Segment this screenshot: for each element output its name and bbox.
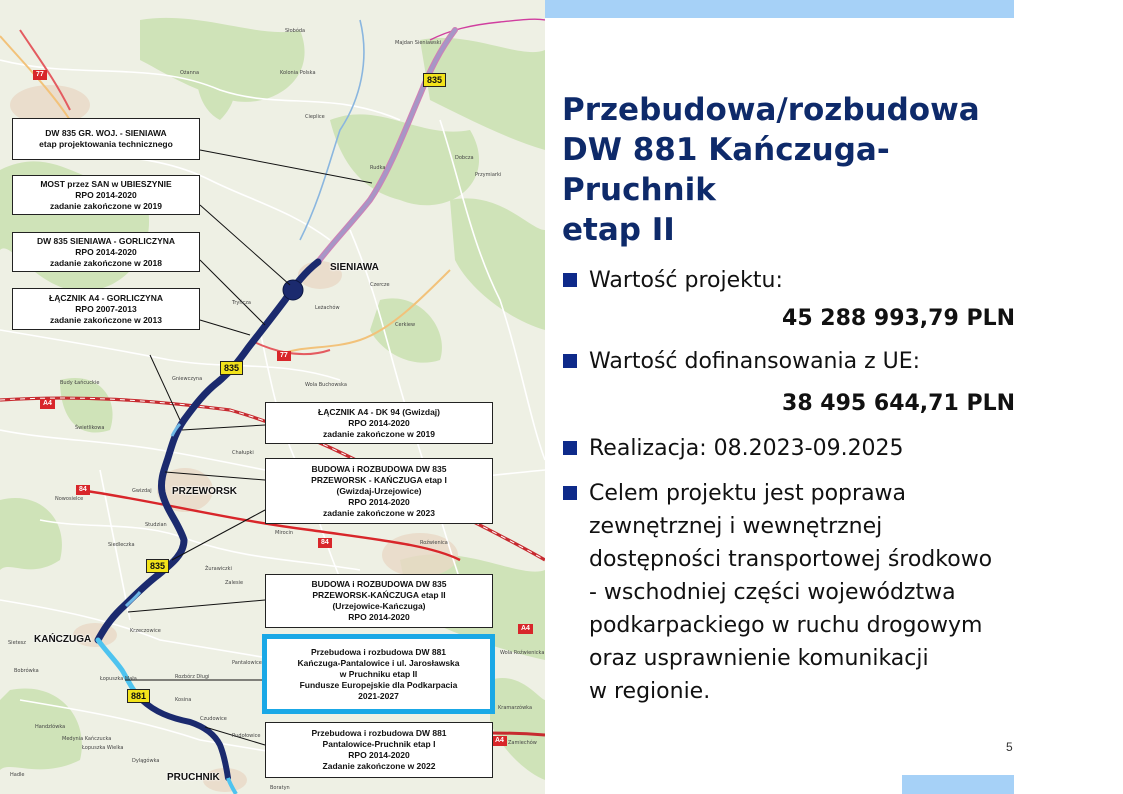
callout-line: PRZEWORSK-KAŃCZUGA etap II <box>312 590 446 600</box>
city-label-sieniawa: SIENIAWA <box>330 262 379 273</box>
road-shield-a4: A4 <box>492 736 507 746</box>
callout-line: RPO 2014-2020 <box>348 496 410 507</box>
town-label: Ożanna <box>180 70 200 76</box>
town-label: Wola Roźwienicka <box>500 650 545 656</box>
callout-line: MOST przez SAN w UBIESZYNIE <box>40 178 172 189</box>
road-shield-84: 84 <box>318 538 332 548</box>
town-label: Przymiarki <box>475 172 502 178</box>
town-label: Kramarzówka <box>498 705 533 711</box>
town-label: Kolonia Polska <box>280 70 316 76</box>
callout-line: RPO 2014-2020 <box>75 246 137 257</box>
town-label: Bobrówka <box>14 668 39 674</box>
town-label: Majdan Sieniawski <box>395 40 442 46</box>
goal-line: w regionie. <box>589 679 711 704</box>
callout-line: RPO 2014-2020 <box>348 750 410 760</box>
bullet-text: Wartość projektu: <box>589 268 783 293</box>
town-label: Handzlówka <box>35 724 66 730</box>
town-label: Czudowice <box>200 716 227 722</box>
callout-dw881-etap-2-highlighted <box>262 634 495 714</box>
callout-line: zadanie zakończone w 2013 <box>50 314 162 325</box>
city-label-przeworsk: PRZEWORSK <box>172 486 237 497</box>
town-label: Czercze <box>370 282 390 288</box>
callout-line: (Gwizdaj-Urzejowice) <box>336 485 422 496</box>
bullet-realization <box>562 432 1017 465</box>
road-shield-835: 835 <box>220 361 243 375</box>
goal-line: oraz usprawnienie komunikacji <box>589 646 929 671</box>
road-shield-a4: A4 <box>40 399 55 409</box>
slide-title <box>562 90 1017 250</box>
title-line: DW 881 Kańczuga-Pruchnik <box>562 132 890 208</box>
callout-line: DW 835 GR. WOJ. - SIENIAWA <box>45 128 167 138</box>
town-label: Hadle <box>10 772 25 778</box>
eu-funding-amount: 38 495 644,71 PLN <box>782 391 1015 416</box>
bullet-project-goal <box>562 477 1017 708</box>
callout-line: DW 835 SIENIAWA - GORLICZYNA <box>36 235 176 246</box>
callout-line: Fundusze Europejskie dla Podkarpacia <box>299 679 458 690</box>
callout-lacznik-a4-dk94 <box>265 402 493 444</box>
road-shield-835: 835 <box>146 559 169 573</box>
town-label: Studzian <box>145 522 167 528</box>
town-label: Medynia Kańczucka <box>62 736 112 742</box>
town-label: Siedleczka <box>108 542 135 548</box>
town-label: Rozbórz Długi <box>175 674 210 680</box>
callout-dw835-sieniawa-gorliczyna <box>12 232 200 272</box>
road-map <box>0 0 545 794</box>
callout-dw835-etap-1 <box>265 458 493 524</box>
callout-bridge-ubieszyn <box>12 175 200 215</box>
goal-line: - wschodniej części województwa <box>589 580 956 605</box>
callout-line: etap projektowania technicznego <box>39 139 173 149</box>
callout-line: (Urzejowice-Kańczuga) <box>332 601 426 611</box>
callout-line: RPO 2014-2020 <box>75 189 137 200</box>
goal-line: podkarpackiego w ruchu drogowym <box>589 613 983 638</box>
callout-line: BUDOWA i ROZBUDOWA DW 835 <box>311 579 447 589</box>
road-shield-77: 77 <box>277 351 291 361</box>
callout-line: Zadanie zakończone w 2022 <box>322 761 436 771</box>
callout-line: zadanie zakończone w 2019 <box>50 200 162 211</box>
callout-dw835-sieniawa-design <box>12 118 200 160</box>
callout-line: RPO 2014-2020 <box>348 612 410 622</box>
callout-line: Przebudowa i rozbudowa DW 881 <box>311 728 447 738</box>
town-label: Słobóda <box>285 28 306 34</box>
title-line: Przebudowa/rozbudowa <box>562 92 980 128</box>
bullet-square-icon <box>563 273 577 287</box>
callout-line: BUDOWA i ROZBUDOWA DW 835 <box>311 463 447 474</box>
bullet-project-value <box>562 264 1017 297</box>
callout-line: PRZEWORSK - KAŃCZUGA etap I <box>311 474 447 485</box>
town-label: Boratyn <box>270 785 290 791</box>
road-shield-77: 77 <box>33 70 47 80</box>
callout-line: zadanie zakończone w 2019 <box>323 428 435 439</box>
bullet-text: Wartość dofinansowania z UE: <box>589 349 921 374</box>
callout-dw835-etap-2 <box>265 574 493 628</box>
bullet-text: Realizacja: 08.2023-09.2025 <box>589 436 904 461</box>
town-label: Sietesz <box>8 640 26 646</box>
callout-line: Kańczuga-Pantalowice i ul. Jarosławska <box>297 657 460 668</box>
town-label: Leżachów <box>315 305 340 311</box>
goal-line: zewnętrznej i wewnętrznej <box>589 514 883 539</box>
title-line: etap II <box>562 212 675 248</box>
town-label: Dobcza <box>455 155 474 161</box>
road-shield-881: 881 <box>127 689 150 703</box>
page-number: 5 <box>1006 740 1013 754</box>
goal-line: dostępności transportowej środkowo <box>589 547 993 572</box>
callout-line: ŁĄCZNIK A4 - GORLICZYNA <box>49 292 163 303</box>
callout-line: w Pruchniku etap II <box>339 668 418 679</box>
callout-line: RPO 2007-2013 <box>75 303 137 314</box>
bullet-square-icon <box>563 441 577 455</box>
town-label: Zamiechów <box>508 740 537 746</box>
bullet-eu-funding <box>562 345 1017 378</box>
callout-line: Pantalowice-Pruchnik etap I <box>322 739 436 749</box>
town-label: Chałupki <box>232 450 254 456</box>
road-shield-a4: A4 <box>518 624 533 634</box>
callout-line: zadanie zakończone w 2018 <box>50 257 162 268</box>
footer-bar-light <box>902 775 1014 794</box>
town-label: Rudołowice <box>232 733 261 739</box>
callout-dw881-etap-1 <box>265 722 493 778</box>
road-shield-835: 835 <box>423 73 446 87</box>
town-label: Krzeczowice <box>130 628 161 634</box>
callout-line: zadanie zakończone w 2023 <box>323 507 435 518</box>
town-label: Zalesie <box>225 580 244 586</box>
project-value-amount: 45 288 993,79 PLN <box>782 306 1015 331</box>
slide-content <box>562 90 1017 708</box>
town-label: Roźwienica <box>420 540 448 546</box>
town-label: Cieplice <box>305 114 325 120</box>
town-label: Rudka <box>370 165 386 171</box>
town-label: Kosina <box>175 697 192 703</box>
town-label: Dylągówka <box>132 758 160 764</box>
goal-line: Celem projektu jest poprawa <box>589 481 907 506</box>
callout-line: Przebudowa i rozbudowa DW 881 <box>310 646 447 657</box>
town-label: Budy Łańcuckie <box>60 380 100 386</box>
town-label: Łopuszka Wielka <box>82 745 124 751</box>
town-label: Tryńcza <box>232 300 251 306</box>
town-label: Świetlikowa <box>75 425 105 431</box>
town-label: Gwizdaj <box>132 488 152 494</box>
town-label: Łopuszka Mała <box>100 676 137 682</box>
city-label-pruchnik: PRUCHNIK <box>167 772 220 783</box>
town-label: Mirocin <box>275 530 294 536</box>
town-label: Cerkiew <box>395 322 416 328</box>
callout-line: RPO 2014-2020 <box>348 417 410 428</box>
town-label: Wola Buchowska <box>305 382 347 388</box>
bullet-square-icon <box>563 486 577 500</box>
city-label-kanczuga: KAŃCZUGA <box>34 634 92 645</box>
town-label: Żurawiczki <box>205 566 232 572</box>
road-shield-84: 84 <box>76 485 90 495</box>
callout-line: ŁĄCZNIK A4 - DK 94 (Gwizdaj) <box>318 406 440 417</box>
callout-lacznik-a4-gorliczyna <box>12 288 200 330</box>
town-label: Nowosielce <box>55 496 84 502</box>
town-label: Gniewczyna <box>172 376 203 382</box>
town-label: Pantalowice <box>232 660 262 666</box>
callout-line: 2021-2027 <box>358 690 399 701</box>
bullet-square-icon <box>563 354 577 368</box>
